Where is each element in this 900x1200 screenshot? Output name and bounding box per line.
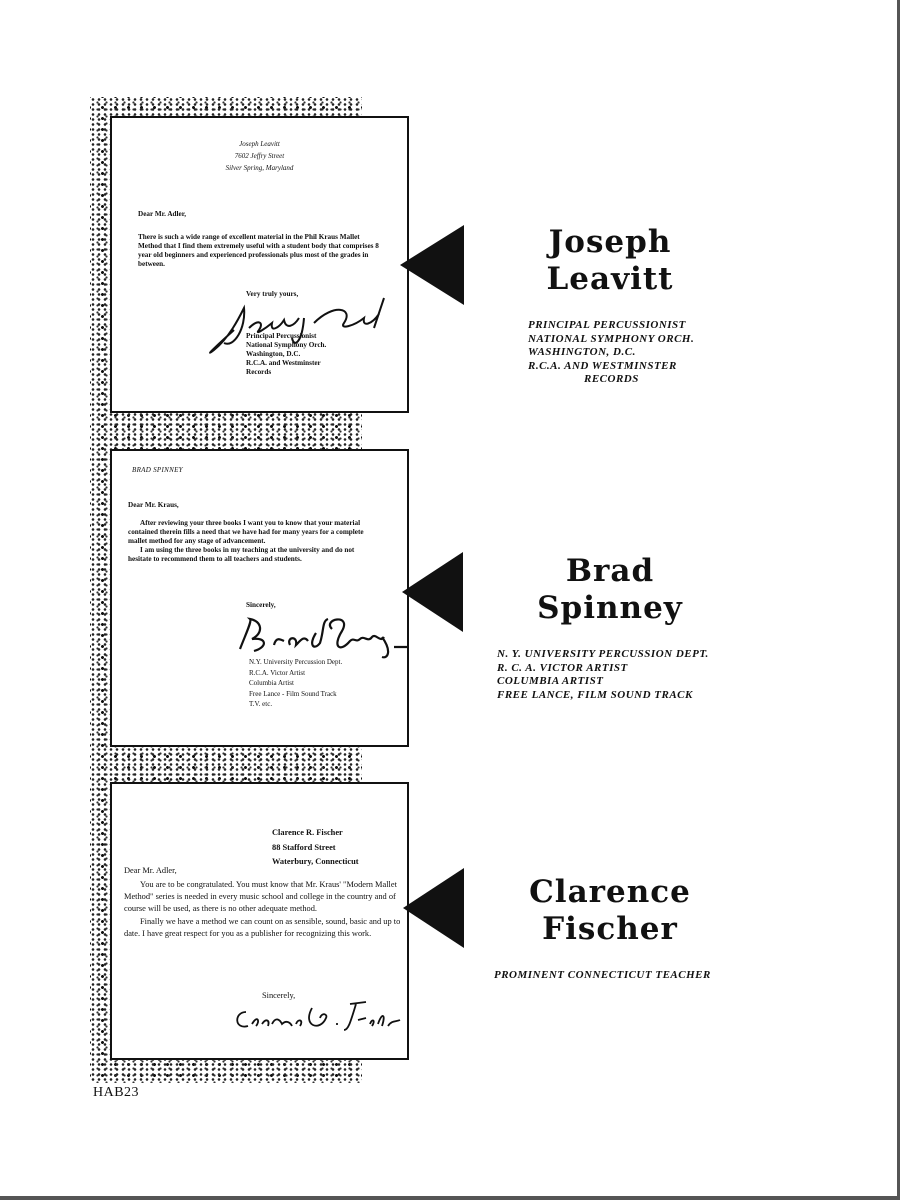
title-line: Principal Percussionist	[246, 332, 317, 340]
letter-title	[249, 657, 399, 710]
credential-line: NATIONAL SYMPHONY ORCH.	[528, 332, 695, 345]
title-line: R.C.A. Victor Artist	[249, 668, 306, 677]
letterhead-line: Silver Spring, Maryland	[225, 164, 294, 172]
body-paragraph: After reviewing your three books I want you to know that your material contained therein fills a need that we have had for many years for a complete mallet method for any stage of advancement.	[128, 519, 364, 545]
letterhead	[112, 138, 407, 174]
title-line: T.V. etc.	[249, 700, 273, 708]
page-edge	[0, 1196, 900, 1200]
credential-line: PROMINENT CONNECTICUT TEACHER	[494, 969, 711, 981]
body-paragraph: You are to be congratulated. You must know that Mr. Kraus' "Modern Mallet Method" series is needed in every music school and college in the country and of course will be used, as there is no other adequate method.	[124, 880, 397, 914]
letterhead-line: 88 Stafford Street	[272, 842, 336, 852]
footer-code: HAB23	[93, 1085, 140, 1100]
title-line: R.C.A. and Westminster	[246, 359, 321, 367]
title-line: Records	[246, 368, 272, 376]
credential-line: WASHINGTON, D.C.	[528, 346, 636, 358]
credentials	[497, 648, 757, 702]
credential-line: R. C. A. VICTOR ARTIST	[497, 661, 628, 674]
credentials	[528, 319, 738, 387]
credential-line: N. Y. UNIVERSITY PERCUSSION DEPT.	[497, 648, 709, 660]
letterhead-line: Waterbury, Connecticut	[272, 857, 359, 866]
name-line: Joseph	[548, 224, 672, 260]
pointer-arrow-icon	[400, 225, 465, 305]
pointer-arrow-icon	[402, 552, 464, 632]
name-line: Clarence	[529, 874, 691, 910]
credential-line: FREE LANCE, FILM SOUND TRACK	[497, 688, 693, 701]
name-heading	[490, 874, 730, 948]
title-line: Washington, D.C.	[246, 350, 301, 358]
title-line: Columbia Artist	[249, 679, 294, 687]
letterhead-line: 7602 Jeffry Street	[234, 152, 285, 160]
letter-closing: Very truly yours,	[246, 290, 299, 298]
letter-greeting: Dear Mr. Adler,	[124, 866, 177, 875]
credential-line: PRINCIPAL PERCUSSIONIST	[528, 319, 686, 331]
body-paragraph: Finally we have a method we can count on as sensible, sound, basic and up to date. I have great respect for you as a publisher for recognizing this work.	[124, 916, 401, 938]
letter-title	[246, 332, 386, 377]
title-line: Free Lance - Film Sound Track	[249, 689, 337, 698]
letter-leavitt	[110, 116, 409, 413]
letter-body	[128, 519, 378, 564]
title-line: N.Y. University Percussion Dept.	[249, 658, 343, 666]
signature-spinney	[232, 611, 412, 661]
credentials	[494, 969, 754, 983]
letter-spinney	[110, 449, 409, 747]
letterhead-line: Joseph Leavitt	[239, 140, 280, 148]
signature-fischer	[232, 994, 407, 1036]
name-line: Leavitt	[546, 261, 674, 297]
letter-closing: Sincerely,	[262, 991, 296, 1000]
credential-line: R.C.A. AND WESTMINSTER	[528, 359, 677, 372]
letter-fischer	[110, 782, 409, 1060]
name-heading	[495, 553, 725, 627]
pointer-arrow-icon	[403, 868, 465, 948]
body-paragraph: I am using the three books in my teaching at the university and do not hesitate to recommend them to all teachers and students.	[128, 546, 355, 563]
name-heading	[505, 224, 715, 298]
letter-body: There is such a wide range of excellent material in the Phil Kraus Mallet Method that I find them extremely useful with a student body that comprises 8 year old beginners and experienced professionals plus most of the grades in between.	[138, 233, 379, 268]
credential-line: COLUMBIA ARTIST	[497, 675, 604, 687]
title-line: National Symphony Orch.	[246, 341, 327, 349]
letter-body	[124, 879, 402, 940]
name-line: Brad	[565, 553, 655, 589]
credential-line: RECORDS	[584, 373, 639, 385]
name-line: Spinney	[537, 590, 683, 626]
letterhead	[272, 826, 407, 870]
letter-closing: Sincerely,	[246, 601, 276, 609]
name-line: Fischer	[542, 911, 678, 947]
letterhead: BRAD SPINNEY	[132, 466, 183, 474]
letter-greeting: Dear Mr. Kraus,	[128, 501, 179, 509]
letter-greeting: Dear Mr. Adler,	[138, 210, 187, 218]
letterhead-line: Clarence R. Fischer	[272, 828, 343, 837]
